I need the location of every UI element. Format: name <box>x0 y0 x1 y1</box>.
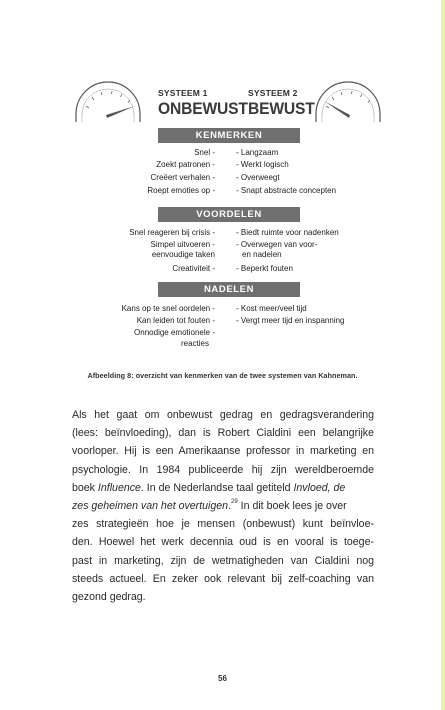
text-line: past in marketing, zijn de wetmatigheden van Cialdini nog <box>72 554 374 567</box>
system-1-disadvantage: reacties <box>180 339 209 348</box>
system-2-heading <box>248 88 320 119</box>
system-1-label: SYSTEEM 1 <box>158 88 208 98</box>
system-1-disadvantage: Kan leiden tot fouten - <box>136 316 215 325</box>
book-title-invloed-cont: zes geheimen van het overtuigen <box>72 499 229 512</box>
page-edge <box>441 0 445 710</box>
text-line: Als het gaat om onbewust gedrag en gedragsverandering <box>72 409 374 421</box>
text-line: psychologie. In 1984 publiceerde hij zijn wereldberoemde <box>72 463 374 476</box>
system-1-trait: Roept emoties op - <box>147 186 215 195</box>
section-band-nadelen: NADELEN <box>158 282 300 297</box>
section-band-kenmerken: KENMERKEN <box>158 128 300 143</box>
text-line: zes strategieën hoe je mensen (onbewust) kunt beïnvloe- <box>72 518 374 531</box>
text-line <box>72 479 374 497</box>
book-title-influence: Influence <box>97 481 141 494</box>
text-run: boek <box>72 481 98 494</box>
system-2-disadvantage: - Vergt meer tijd en inspanning <box>236 316 345 325</box>
system-1-disadvantage: Kans op te snel oordelen - <box>121 304 215 313</box>
system-2-name: BEWUST <box>248 99 315 118</box>
system-2-disadvantage: - Kost meer/veel tijd <box>236 304 307 313</box>
system-2-advantage: en nadelen <box>242 250 282 259</box>
text-line: den. Hoewel het werk decennia oud is en vooral is toege- <box>72 536 374 549</box>
footnote-ref: 29 <box>231 498 238 505</box>
page-number: 56 <box>218 674 227 683</box>
speedometer-fast-icon <box>312 78 384 124</box>
speedometer-slow-icon <box>72 78 144 124</box>
text-line: voorloper. Hij is een Amerikaanse professor in marketing en <box>72 445 374 458</box>
system-2-label: SYSTEEM 2 <box>248 88 298 98</box>
text-run: . <box>228 499 232 512</box>
system-1-name: ONBEWUST <box>158 99 248 118</box>
figure-caption: Afbeelding 8: overzicht van kenmerken van de twee systemen van Kahneman. <box>87 371 358 380</box>
system-1-disadvantage: Onnodige emotionele - <box>134 328 215 337</box>
system-2-advantage: - Beperkt fouten <box>236 264 293 273</box>
system-2-trait: - Snapt abstracte concepten <box>236 186 337 195</box>
system-2-trait: - Werkt logisch <box>236 160 289 169</box>
system-2-trait: - Overweegt <box>236 173 280 182</box>
system-1-trait: Creëert verhalen - <box>150 173 215 182</box>
system-2-advantage: - Biedt ruimte voor nadenken <box>236 228 339 237</box>
text-run: In dit boek lees je over <box>237 499 347 512</box>
system-1-heading <box>158 88 256 119</box>
system-1-advantage: Creativiteit - <box>172 264 215 273</box>
text-line <box>72 497 374 515</box>
section-band-voordelen: VOORDELEN <box>158 207 300 222</box>
system-1-trait: Snel - <box>194 148 215 157</box>
text-line: gezond gedrag. <box>72 590 146 603</box>
system-2-trait: - Langzaam <box>236 148 279 157</box>
text-line: steeds actueel. En zeker ook relevant bij zelf-coaching van <box>72 572 374 585</box>
system-1-advantage: Snel reageren bij crisis - <box>129 228 215 237</box>
book-title-invloed: Invloed, de <box>293 481 346 494</box>
system-1-trait: Zoekt patronen - <box>156 160 215 169</box>
text-line: (lees: beïnvloeding), dan is Robert Cialdini een belangrijke <box>72 427 374 440</box>
system-1-advantage: eenvoudige taken <box>151 250 215 259</box>
body-paragraph <box>72 406 374 606</box>
text-run: . In de Nederlandse taal getiteld <box>140 481 294 494</box>
system-1-advantage: Simpel uitvoeren - <box>150 240 215 249</box>
system-2-advantage: - Overwegen van voor- <box>236 240 318 249</box>
